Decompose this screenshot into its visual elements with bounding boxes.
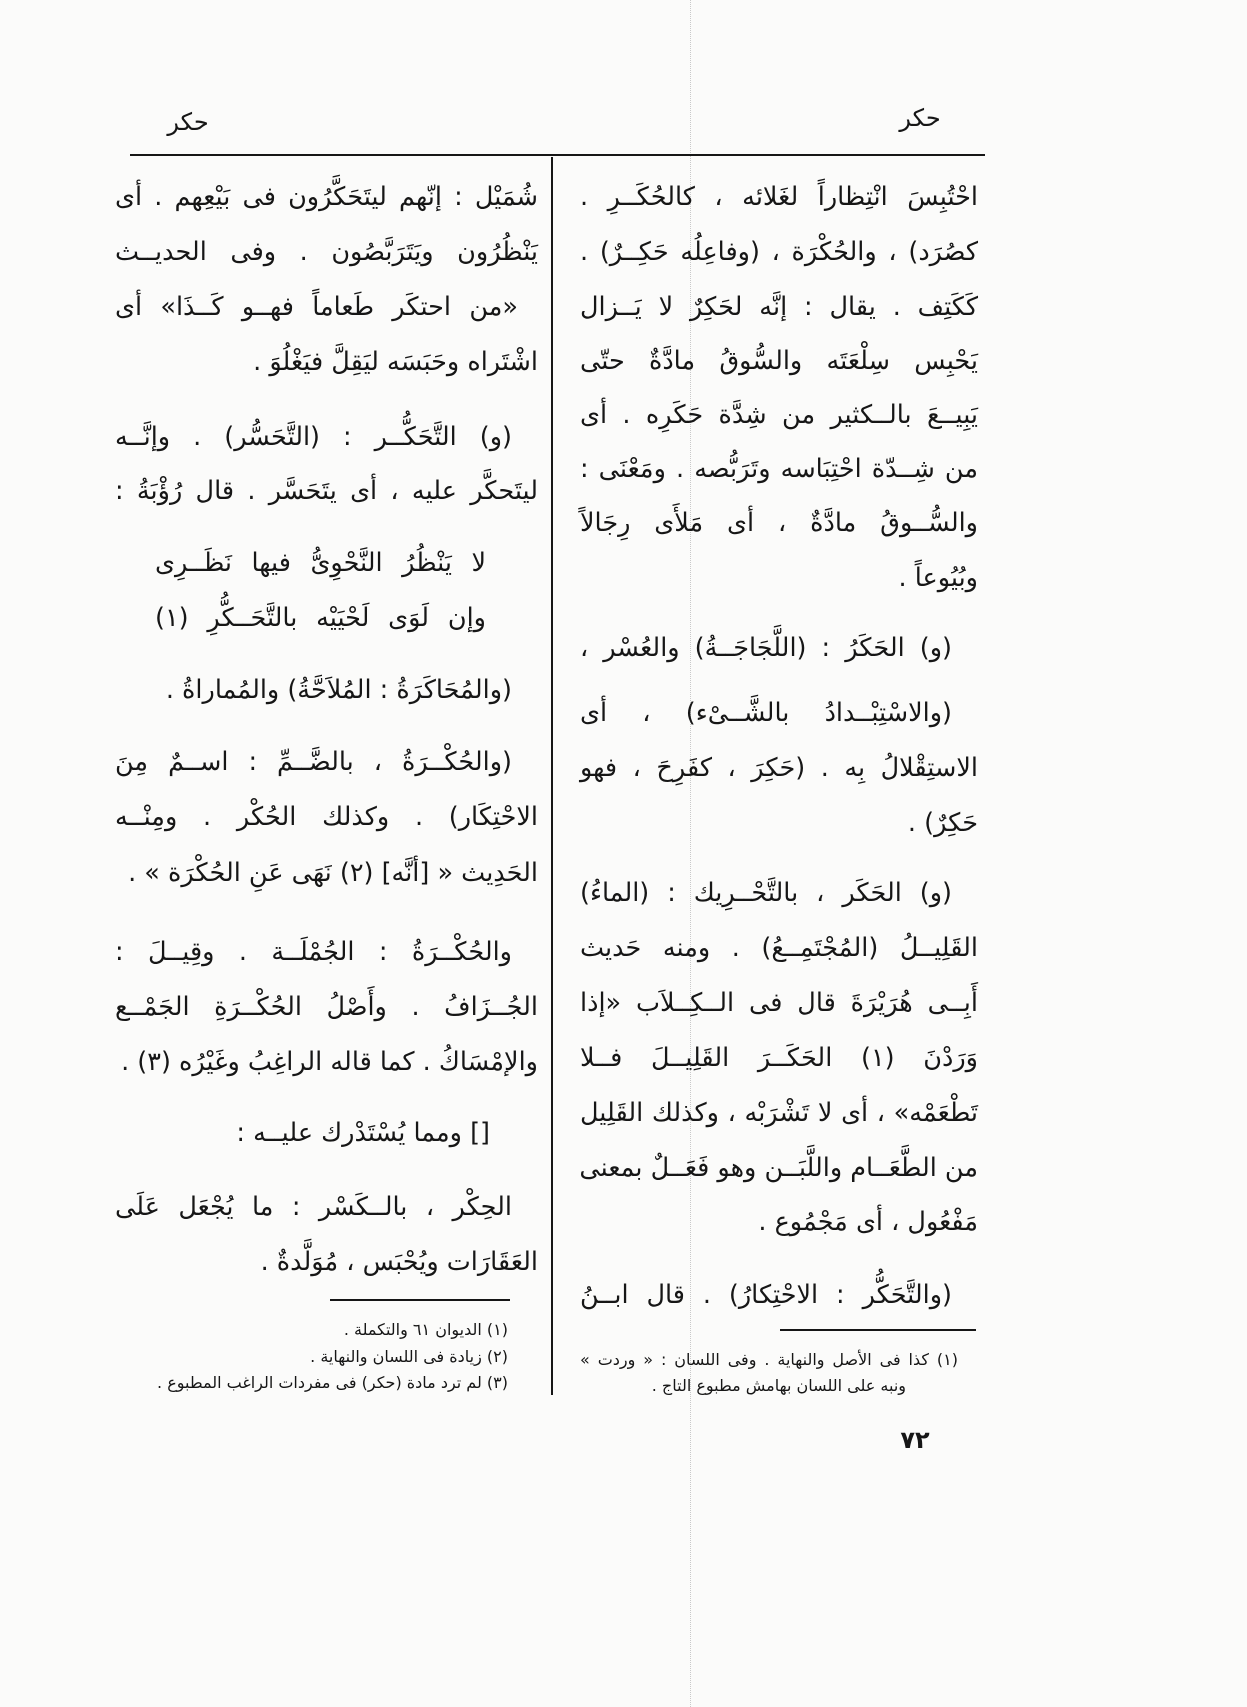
text-line: والسُّــوقُ مادَّةٌ ، أى مَلأَى رِجَالاً: [580, 508, 978, 538]
text-line: حَكِرٌ) .: [907, 808, 978, 838]
text-line: الحَدِيث « [أنَّه] (٢) نَهَى عَنِ الحُكْرَة » .: [128, 858, 538, 888]
running-head-left: حكر: [167, 108, 209, 136]
text-line: الاحْتِكَار) . وكذلك الحُكْر . ومِنْــه: [115, 802, 538, 832]
text-line: يَحْبِس سِلْعَتَه والسُّوقُ مادَّةٌ حتّى: [580, 346, 978, 376]
verse-line: لا يَنْظُرُ النَّحْوِىُّ فيها نَظَــرِى: [155, 548, 486, 578]
text-line: تَطْعَمْه» ، أى لا تَشْرَبْه ، وكذلك القَلِيل: [580, 1098, 978, 1128]
text-line: الجُــزَافُ . وأَصْلُ الحُكْــرَةِ الجَمْــع: [115, 992, 538, 1022]
verse-line: وإن لَوَى لَحْيَيْه بالتَّحَــكُّرِ (١): [155, 603, 486, 633]
text-line: (و) التَّحَكُّــر : (التَّحَسُّر) . وإنَّــه: [115, 422, 512, 452]
text-line: الحِكْر ، بالــكَسْر : ما يُجْعَل عَلَى: [115, 1192, 512, 1222]
text-line: من شِــدّة احْتِبَاسه وتَرَبُّصه . ومَعْنَى :: [580, 454, 978, 484]
text-line: وبُيُوعاً .: [898, 563, 978, 593]
text-line: والحُكْــرَةُ : الجُمْلَــة . وقِيــلَ :: [115, 937, 512, 967]
running-head-right: حكر: [899, 104, 941, 132]
text-line: مَفْعُول ، أى مَجْمُوع .: [758, 1207, 978, 1237]
text-line: أَبِــى هُرَيْرَةَ قال فى الــكِــلاَب «إذا: [580, 988, 978, 1018]
footnote: (١) الديوان ٦١ والتكملة .: [343, 1320, 508, 1339]
text-line: يَبِيــعَ بالــكثير من شِدَّة حَكَرِه . أى: [580, 400, 978, 430]
footnote: ونبه على اللسان بهامش مطبوع التاج .: [651, 1376, 906, 1395]
column-divider: [551, 157, 553, 1395]
text-line: والإمْسَاكُ . كما قاله الراغِبُ وغَيْرُه (٣) .: [121, 1047, 538, 1077]
footnote: (٢) زيادة فى اللسان والنهاية .: [310, 1347, 508, 1366]
text-line: (والمُحَاكَرَةُ : المُلاَحَّةُ) والمُماراةُ .: [165, 675, 512, 705]
text-line: (والحُكْــرَةُ ، بالضَّــمِّ : اســمٌ مِنَ: [115, 747, 512, 777]
footnote: (٣) لم ترد مادة (حكر) فى مفردات الراغب المطبوع .: [157, 1373, 508, 1392]
text-line: يَنْظُرُون ويَتَرَبَّصُون . وفى الحديــث: [115, 237, 538, 267]
text-line: وَرَدْنَ (١) الحَكَــرَ القَلِيــلَ فــلا: [580, 1043, 978, 1073]
footnote: (١) كذا فى الأصل والنهاية . وفى اللسان : « وردت »: [580, 1350, 958, 1369]
text-line: شُمَيْل : إنّهم ليتَحَكَّرُون فى بَيْعِهم . أى: [115, 182, 538, 212]
text-line: (و) الحَكَر ، بالتَّحْــرِيك : (الماءُ): [580, 878, 952, 908]
text-line: (و) الحَكَرُ : (اللَّجَاجَــةُ) والعُسْر ،: [580, 633, 952, 663]
text-line: (والتَّحَكُّر : الاحْتِكارُ) . قال ابــنُ: [580, 1280, 952, 1310]
text-line: كصُرَد) ، والحُكْرَة ، (وفاعِلُه حَكِــرٌ) .: [580, 237, 978, 267]
text-line: الاستِقْلالُ بِه . (حَكِرَ ، كفَرِحَ ، فهو: [580, 753, 978, 783]
text-line: من الطَّعَــام واللَّبَــن وهو فَعَــلٌ بمعنى: [579, 1153, 978, 1183]
text-line: اشْتَراه وحَبَسَه ليَقِلَّ فيَغْلُوَ .: [253, 347, 538, 377]
text-line: ليتَحكَّر عليه ، أى يتَحَسَّر . قال رُؤْبَةُ :: [115, 476, 538, 506]
text-line: (والاسْتِبْــدادُ بالشَّــىْء) ، أى: [580, 698, 952, 728]
text-line: العَقَارَات ويُحْبَس ، مُوَلَّدةٌ .: [260, 1247, 538, 1277]
text-line: «من احتكَر طَعاماً فهــو كَــذَا» أى: [115, 292, 518, 322]
page-number: ٧٢: [900, 1426, 930, 1454]
text-line: احْتُبِسَ انْتِظاراً لغَلائه ، كالحُكَــرِ .: [580, 182, 978, 212]
text-line: [] ومما يُسْتَدْرك عليــه :: [236, 1118, 490, 1148]
text-line: القَلِيــلُ (المُجْتَمِــعُ) . ومنه حَديث: [580, 933, 978, 963]
left-column: [115, 0, 538, 1707]
text-line: كَكَتِف . يقال : إنَّه لحَكِرٌ لا يَــزال: [580, 292, 978, 322]
